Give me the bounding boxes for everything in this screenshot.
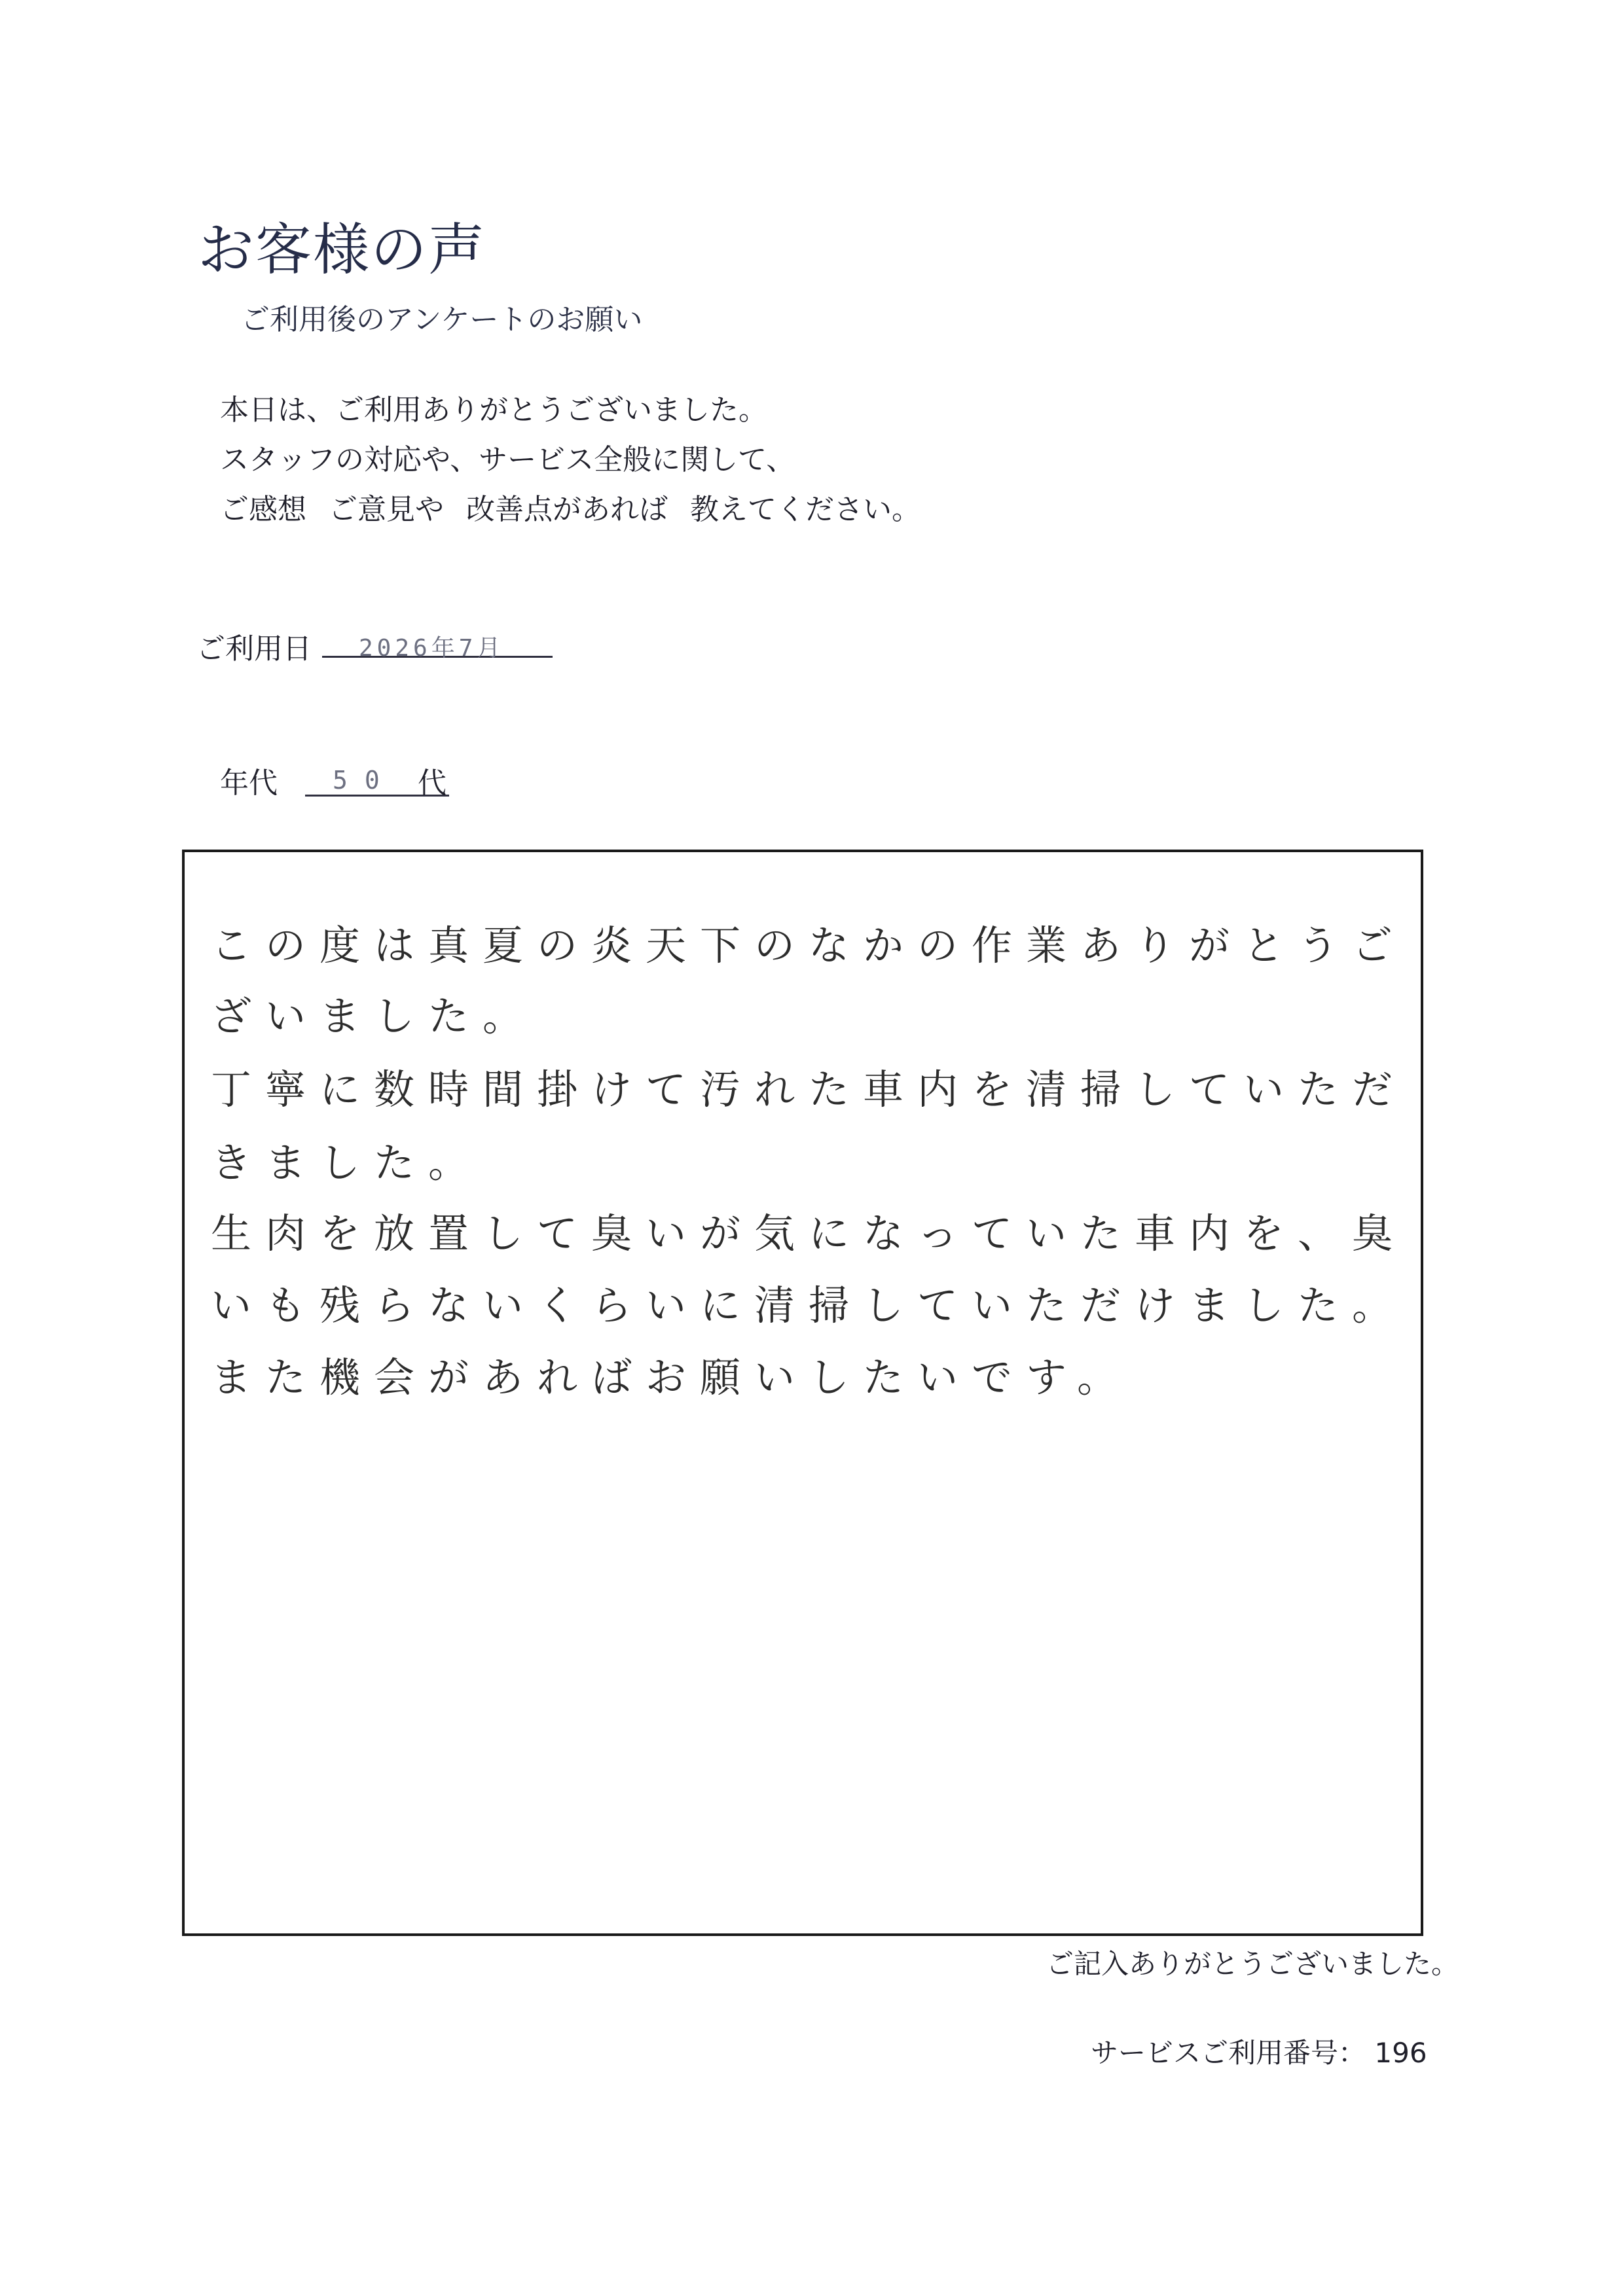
comment-line: ざいました。 <box>211 992 538 1040</box>
comment-line: いも残らないくらいに清掃していただけました。 <box>211 1282 1407 1329</box>
age-label: 年代 <box>220 766 278 800</box>
comment-line: きました。 <box>211 1139 483 1187</box>
intro-line-2: スタッフの対応や、サービス全般に関して、 <box>220 443 795 476</box>
service-number-label: サービスご利用番号： <box>1091 2037 1366 2069</box>
intro-improvements: 改善点があれば <box>466 493 668 526</box>
intro-line-3 <box>220 486 921 528</box>
page-title: お客様の声 <box>198 217 486 283</box>
intro-opinions: ご意見や <box>329 493 444 526</box>
intro-line-1: 本日は、ご利用ありがとうございました。 <box>220 393 767 427</box>
date-label: ご利用日 <box>196 632 312 666</box>
service-number <box>1091 2032 1427 2071</box>
comment-line: また機会があればお願いしたいです。 <box>211 1354 1132 1401</box>
service-number-value: 196 <box>1374 2037 1427 2069</box>
comment-line: 生肉を放置して臭いが気になっていた車内を、臭 <box>211 1210 1407 1257</box>
age-field[interactable]: 50 <box>333 766 397 795</box>
date-field[interactable]: 2026年7月 <box>359 635 505 662</box>
comment-line: 丁寧に数時間掛けて汚れた車内を清掃していただ <box>211 1066 1407 1113</box>
thanks-message: ご記入ありがとうございました。 <box>1046 1948 1459 1980</box>
page-subtitle: ご利用後のアンケートのお願い <box>241 303 643 336</box>
intro-impressions: ご感想 <box>220 493 306 526</box>
age-unit: 代 <box>418 766 447 800</box>
intro-please-tell: 教えてください。 <box>690 493 921 526</box>
comment-line: この度は真夏の炎天下のなかの作業ありがとうご <box>211 922 1407 969</box>
